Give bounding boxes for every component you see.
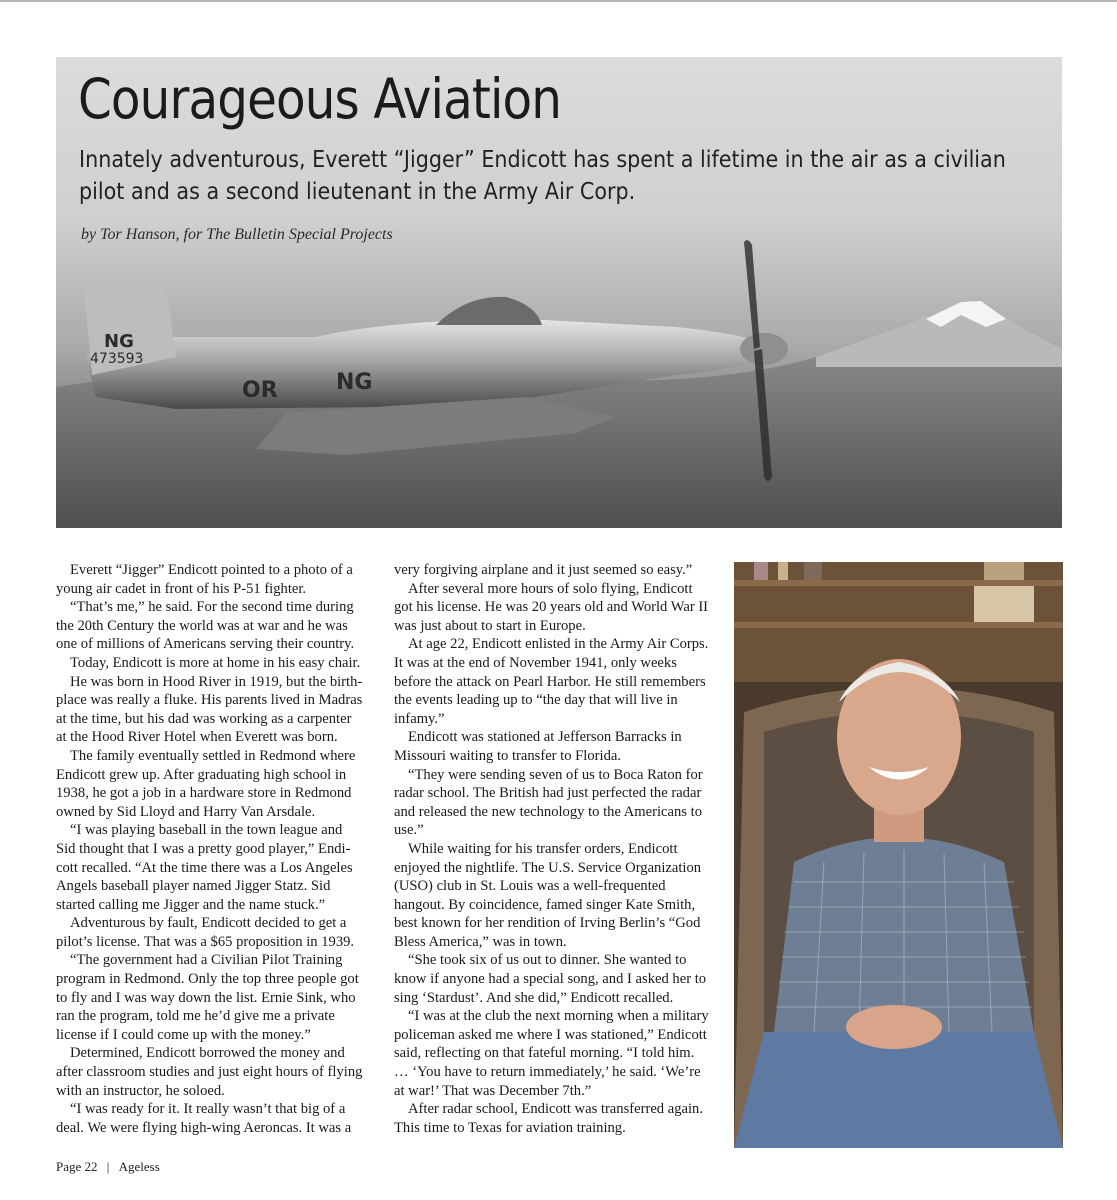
paragraph: At age 22, Endicott enlisted in the Army Air Corps. It was at the end of November 1941, only weeks before the attack on Pearl Harbor. He still remembers the events leading up to “the day that will live in infamy.” — [394, 636, 709, 727]
paragraph: “She took six of us out to dinner. She wanted to know if anyone had a special song, and I asked her to sing ‘Stardust’. And she did,” Endicott recalled. — [394, 952, 707, 1006]
page-footer — [56, 1159, 160, 1175]
portrait-image — [734, 562, 1063, 1148]
publication-name: Ageless — [118, 1159, 160, 1174]
paragraph: “The government had a Civilian Pilot Training program in Redmond. Only the top three people got to fly and I was way down the list. Ernie Sink, who ran the program, told me he’d give me a private license if I could come up with the money.” — [56, 952, 359, 1043]
article-deck: Innately adventurous, Everett “Jigger” Endicott has spent a lifetime in the air as a civilian pilot and as a second lieutenant in the Army Air Corp. — [79, 145, 1006, 205]
paragraph-continuation: very forgiving airplane and it just seemed so easy.” — [394, 562, 693, 578]
paragraph: “That’s me,” he said. For the second time during the 20th Century the world was at war and he was one of millions of Americans serving their country. — [56, 599, 355, 653]
paragraph: Determined, Endicott borrowed the money and after classroom studies and just eight hours of flying with an instructor, he soloed. — [56, 1045, 363, 1099]
top-rule — [0, 0, 1117, 2]
page-label: Page — [56, 1159, 82, 1174]
paragraph: After radar school, Endicott was transferred again. This time to Texas for aviation training. — [394, 1101, 703, 1136]
fuselage-code-left: OR — [242, 378, 278, 403]
byline: by Tor Hanson, for The Bulletin Special Projects — [81, 226, 393, 243]
paragraph: The family eventually settled in Redmond where Endicott grew up. After graduating high school in 1938, he got a job in a hardware store in Redmond owned by Sid Lloyd and Harry Van Arsdale. — [56, 747, 356, 820]
paragraph: “I was at the club the next morning when a military policeman asked me where I was stationed,” Endicott said, reflecting on that fateful morning. “I told him. … ‘You have to return immediately,’ he said. ‘We’re at war!’ That was December 7th.” — [394, 1008, 709, 1099]
fuselage-code-right: NG — [336, 370, 373, 395]
paragraph: He was born in Hood River in 1919, but the birthplace was really a fluke. His parents lived in Madras at the time, but his dad was working as a carpenter at the Hood River Hotel when Everett was born. — [56, 673, 363, 746]
paragraph: “They were sending seven of us to Boca Raton for radar school. The British had just perfected the radar and released the new technology to the Americans to use.” — [394, 766, 703, 839]
footer-separator: | — [106, 1159, 110, 1174]
article-column-1 — [56, 561, 364, 1137]
paragraph: Today, Endicott is more at home in his easy chair. — [70, 654, 361, 671]
paragraph: While waiting for his transfer orders, Endicott enjoyed the nightlife. The U.S. Service Organization (USO) club in St. Louis was a well-frequented hangout. By coincidence, famed singer Kate Smith, best known for her rendition of Irving Berlin’s “God Bless America,” was in town. — [394, 840, 702, 950]
article-column-2 — [394, 561, 710, 1137]
page-number: 22 — [84, 1159, 98, 1174]
paragraph: “I was ready for it. It really wasn’t that big of a deal. We were flying high-wing Aeroncas. It was a — [56, 1101, 352, 1136]
tail-serial: 473593 — [90, 351, 144, 367]
paragraph: Endicott was stationed at Jefferson Barracks in Missouri waiting to transfer to Florida. — [394, 729, 682, 764]
portrait-photo — [734, 562, 1063, 1148]
tail-code: NG — [104, 331, 134, 352]
article-title: Courageous Aviation — [78, 67, 562, 131]
hero-photo — [56, 57, 1062, 528]
paragraph: “I was playing baseball in the town league and Sid thought that I was a pretty good player,” Endicott recalled. “At the time there was a Los Angeles Angels baseball player named Jigger Statz. Sid started calling me Jigger and the name stuck.” — [56, 822, 353, 913]
paragraph: After several more hours of solo flying, Endicott got his license. He was 20 years old and World War II was just about to start in Europe. — [394, 580, 709, 634]
paragraph: Adventurous by fault, Endicott decided to get a pilot’s license. That was a $65 proposition in 1939. — [56, 915, 355, 950]
paragraph: Everett “Jigger” Endicott pointed to a photo of a young air cadet in front of his P-51 fighter. — [56, 562, 353, 597]
